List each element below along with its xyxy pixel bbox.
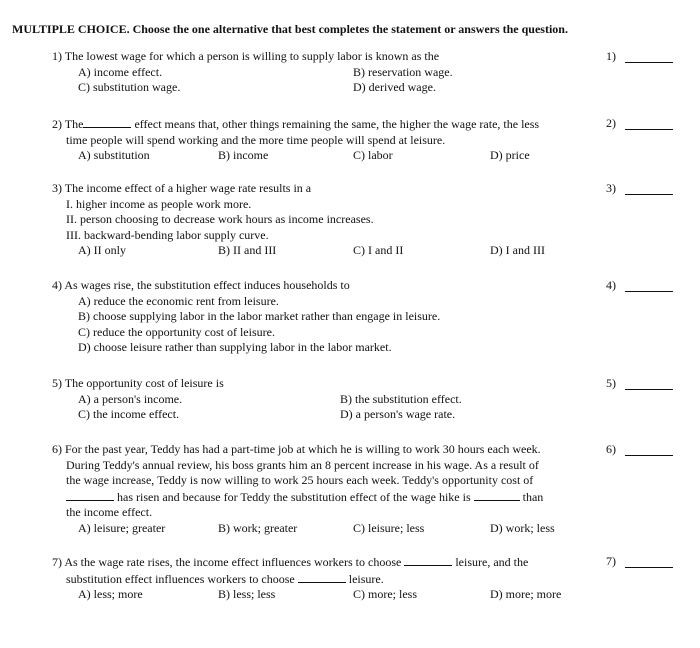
option-a[interactable]: A) income effect.: [78, 64, 163, 79]
answer-blank[interactable]: [625, 442, 673, 456]
option-d[interactable]: D) price: [490, 148, 530, 162]
answer-number: 6): [606, 442, 616, 456]
option-d[interactable]: D) a person's wage rate.: [340, 407, 456, 421]
answer-blank[interactable]: [625, 49, 673, 63]
answer-number: 2): [606, 116, 616, 130]
instruction-text: Choose the one alternative that best completes the statement or answers the question.: [132, 22, 568, 36]
option-b[interactable]: B) II and III: [218, 243, 277, 257]
option-c[interactable]: C) labor: [353, 148, 393, 162]
answer-blank[interactable]: [625, 278, 673, 292]
question-stem-start: 2) The: [52, 117, 84, 131]
answer-blank[interactable]: [625, 376, 673, 390]
question-stem-rest: effect means that, other things remaining the same, the higher the wage rate, the less: [134, 117, 540, 131]
question-stem-line2: time people will spend working and the more time people will spend at leisure.: [66, 132, 446, 147]
option-a[interactable]: A) a person's income.: [78, 391, 183, 406]
question-stem-line4-end: than: [522, 489, 544, 504]
answer-blank[interactable]: [625, 181, 673, 195]
option-a[interactable]: A) leisure; greater: [78, 520, 166, 535]
question-stem-line2: substitution effect influences workers to choose: [66, 571, 295, 586]
answer-blank[interactable]: [625, 554, 673, 568]
option-a[interactable]: A) II only: [78, 243, 126, 257]
question-stem: 4) As wages rise, the substitution effect induces households to: [52, 278, 350, 292]
answer-number: 4): [606, 278, 616, 292]
option-c[interactable]: C) reduce the opportunity cost of leisure.: [78, 324, 275, 339]
option-d[interactable]: D) I and III: [490, 243, 545, 257]
option-a[interactable]: A) substitution: [78, 148, 150, 162]
option-d[interactable]: D) derived wage.: [353, 80, 436, 94]
option-d[interactable]: D) choose leisure rather than supplying labor in the labor market.: [78, 340, 392, 354]
instructions-header: [12, 22, 692, 38]
option-b[interactable]: B) income: [218, 148, 269, 162]
option-d[interactable]: D) more; more: [490, 587, 562, 601]
question-2: [52, 116, 642, 164]
question-stem: 1) The lowest wage for which a person is willing to supply labor is known as the: [52, 49, 440, 63]
question-stem-line1: 7) As the wage rate rises, the income effect influences workers to choose: [52, 555, 402, 569]
option-c[interactable]: C) more; less: [353, 587, 417, 601]
option-b[interactable]: B) less; less: [218, 587, 276, 601]
question-stem-line5: the income effect.: [66, 505, 153, 519]
question-stem: 3) The income effect of a higher wage rate results in a: [52, 181, 312, 195]
option-d[interactable]: D) work; less: [490, 520, 555, 535]
answer-number: 5): [606, 376, 616, 390]
question-5: [52, 376, 642, 423]
question-6: [52, 442, 642, 536]
question-3: [52, 181, 642, 259]
option-c[interactable]: C) leisure; less: [353, 520, 425, 535]
fill-in-blank[interactable]: [474, 489, 520, 501]
fill-in-blank[interactable]: [298, 571, 346, 583]
answer-number: 1): [606, 49, 616, 63]
answer-blank[interactable]: [625, 116, 673, 130]
question-stem-line1-end: leisure, and the: [455, 555, 529, 569]
question-stem-line3: the wage increase, Teddy is now willing to work 25 hours each week. Teddy's opportunity cost of: [66, 473, 534, 487]
question-1: [52, 49, 642, 96]
answer-number: 7): [606, 554, 616, 568]
statement-iii: III. backward-bending labor supply curve.: [66, 227, 269, 242]
fill-in-blank[interactable]: [83, 116, 131, 128]
option-b[interactable]: B) work; greater: [218, 520, 298, 535]
fill-in-blank[interactable]: [66, 489, 114, 501]
option-b[interactable]: B) the substitution effect.: [340, 391, 462, 406]
question-7: [52, 554, 642, 603]
statement-ii: II. person choosing to decrease work hours as income increases.: [66, 212, 374, 226]
question-stem-line2: During Teddy's annual review, his boss grants him an 8 percent increase in his wage. As a result of: [66, 457, 539, 472]
option-b[interactable]: B) choose supplying labor in the labor market rather than engage in leisure.: [78, 309, 441, 323]
answer-number: 3): [606, 181, 616, 195]
option-a[interactable]: A) less; more: [78, 587, 143, 601]
statement-i: I. higher income as people work more.: [66, 196, 252, 211]
option-a[interactable]: A) reduce the economic rent from leisure.: [78, 293, 279, 308]
question-stem-line4: has risen and because for Teddy the substitution effect of the wage hike is: [117, 489, 471, 504]
option-b[interactable]: B) reservation wage.: [353, 64, 453, 79]
fill-in-blank[interactable]: [404, 554, 452, 566]
option-c[interactable]: C) the income effect.: [78, 407, 180, 421]
section-label: MULTIPLE CHOICE.: [12, 22, 130, 36]
option-c[interactable]: C) I and II: [353, 243, 404, 257]
question-stem-line1: 6) For the past year, Teddy has had a part-time job at which he is willing to work 30 hours each week.: [52, 442, 541, 456]
question-stem: 5) The opportunity cost of leisure is: [52, 376, 224, 390]
question-stem-line2-end: leisure.: [348, 571, 384, 586]
question-4: [52, 278, 642, 356]
option-c[interactable]: C) substitution wage.: [78, 80, 181, 94]
